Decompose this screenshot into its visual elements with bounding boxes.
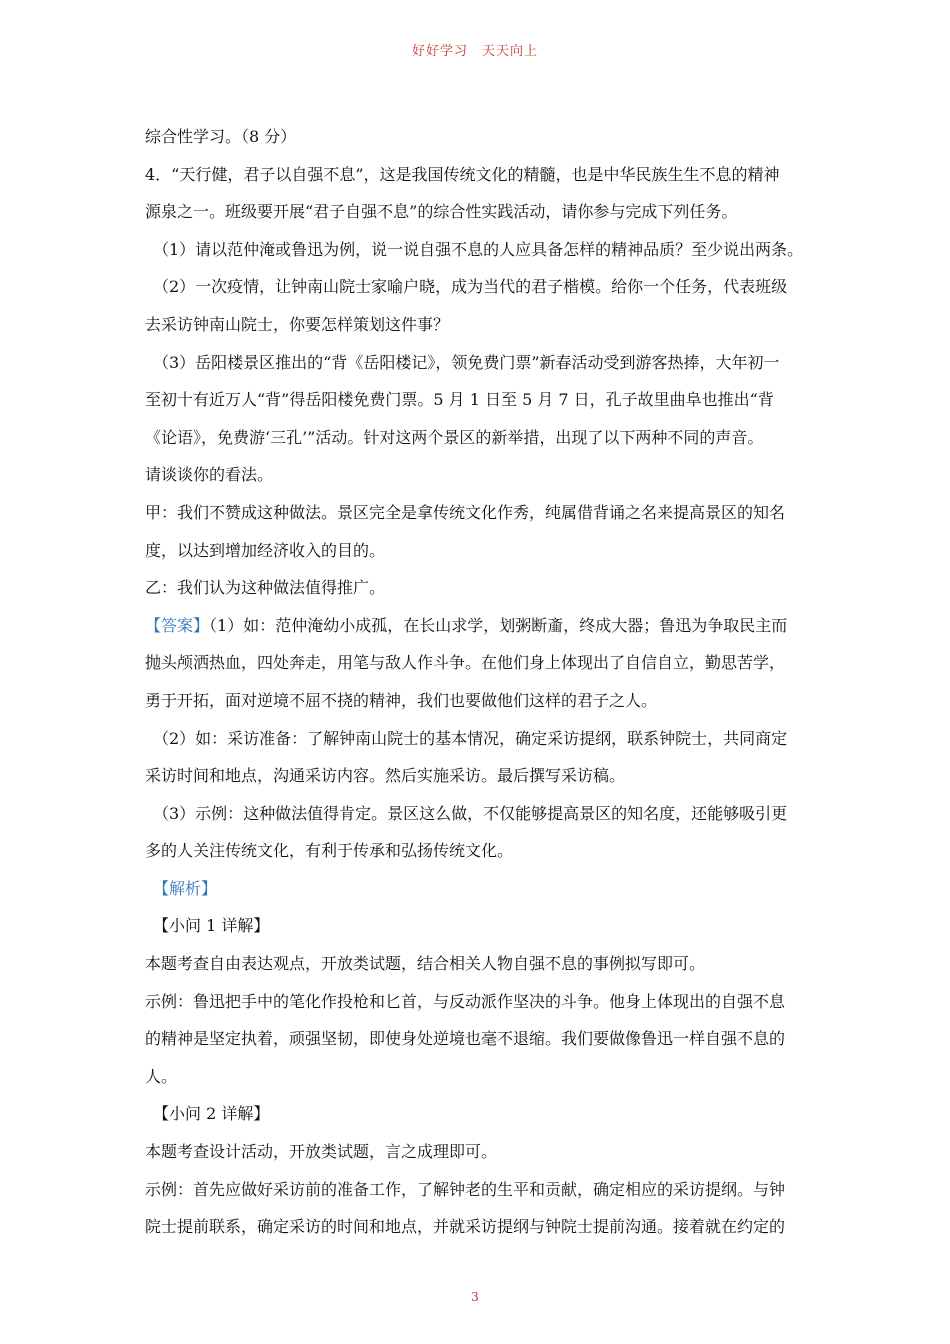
page-number: 3 xyxy=(471,1290,479,1304)
answer-text: （1）如：范仲淹幼小成孤，在长山求学，划粥断齑，终成大器；鲁迅为争取民主而 xyxy=(209,615,788,635)
page-header-slogan: 好好学习 天天向上 xyxy=(411,44,538,59)
document-body xyxy=(145,118,815,1246)
question-line: 4．“天行健，君子以自强不息”，这是我国传统文化的精髓，也是中华民族生生不息的精神 xyxy=(145,164,780,184)
question-line: 去采访钟南山院士，你要怎样策划这件事？ xyxy=(145,314,450,334)
analysis-line: 的精神是坚定执着，顽强坚韧，即使身处逆境也毫不退缩。我们要做像鲁迅一样自强不息的 xyxy=(145,1029,786,1049)
analysis-block xyxy=(145,870,815,1246)
sub-question-heading: 【小问 2 详解】 xyxy=(153,1104,270,1124)
answer-line: 勇于开拓，面对逆境不屈不挠的精神，我们也要做他们这样的君子之人。 xyxy=(145,690,658,710)
answer-line: （3）示例：这种做法值得肯定。景区这么做，不仅能够提高景区的知名度，还能够吸引更 xyxy=(153,803,788,823)
answer-block xyxy=(145,607,815,870)
question-line: 甲：我们不赞成这种做法。景区完全是拿传统文化作秀，纯属借背诵之名来提高景区的知名 xyxy=(145,502,786,522)
analysis-line: 本题考查自由表达观点，开放类试题，结合相关人物自强不息的事例拟写即可。 xyxy=(145,954,706,974)
question-line: （2）一次疫情，让钟南山院士家喻户晓，成为当代的君子楷模。给你一个任务，代表班级 xyxy=(153,277,788,297)
section-title: 综合性学习。（8 分） xyxy=(145,127,297,146)
question-line: 《论语》，免费游‘三孔’”活动。针对这两个景区的新举措，出现了以下两种不同的声音。 xyxy=(145,427,764,447)
answer-label: 【答案】 xyxy=(145,615,210,635)
answer-line: （2）如：采访准备：了解钟南山院士的基本情况，确定采访提纲，联系钟院士，共同商定 xyxy=(153,728,788,748)
question-line: 度，以达到增加经济收入的目的。 xyxy=(145,540,386,560)
analysis-line: 人。 xyxy=(145,1066,178,1086)
question-block xyxy=(145,156,815,607)
question-line: 乙：我们认为这种做法值得推广。 xyxy=(145,578,386,598)
answer-line: 多的人关注传统文化，有利于传承和弘扬传统文化。 xyxy=(145,841,514,861)
question-line: 源泉之一。班级要开展“君子自强不息”的综合性实践活动，请你参与完成下列任务。 xyxy=(145,202,738,222)
analysis-label: 【解析】 xyxy=(153,878,218,898)
answer-line: 采访时间和地点，沟通采访内容。然后实施采访。最后撰写采访稿。 xyxy=(145,766,626,786)
question-line: 请谈谈你的看法。 xyxy=(145,465,274,485)
answer-first-line xyxy=(145,607,815,645)
question-line: （3）岳阳楼景区推出的“背《岳阳楼记》，领免费门票”新春活动受到游客热捧，大年初一 xyxy=(153,352,780,372)
analysis-line: 示例：首先应做好采访前的准备工作，了解钟老的生平和贡献，确定相应的采访提纲。与钟 xyxy=(145,1179,786,1199)
analysis-line: 示例：鲁迅把手中的笔化作投枪和匕首，与反动派作坚决的斗争。他身上体现出的自强不息 xyxy=(145,991,786,1011)
question-line: （1）请以范仲淹或鲁迅为例，说一说自强不息的人应具备怎样的精神品质？至少说出两条。 xyxy=(153,239,804,259)
analysis-line: 院士提前联系，确定采访的时间和地点，并就采访提纲与钟院士提前沟通。接着就在约定的 xyxy=(145,1217,786,1237)
analysis-line: 本题考查设计活动，开放类试题，言之成理即可。 xyxy=(145,1142,498,1162)
sub-question-heading: 【小问 1 详解】 xyxy=(153,916,270,936)
question-line: 至初十有近万人“背”得岳阳楼免费门票。5 月 1 日至 5 月 7 日，孔子故里曲阜也推出“背 xyxy=(145,390,774,410)
answer-line: 抛头颅洒热血，四处奔走，用笔与敌人作斗争。在他们身上体现出了自信自立，勤思苦学， xyxy=(145,653,786,673)
